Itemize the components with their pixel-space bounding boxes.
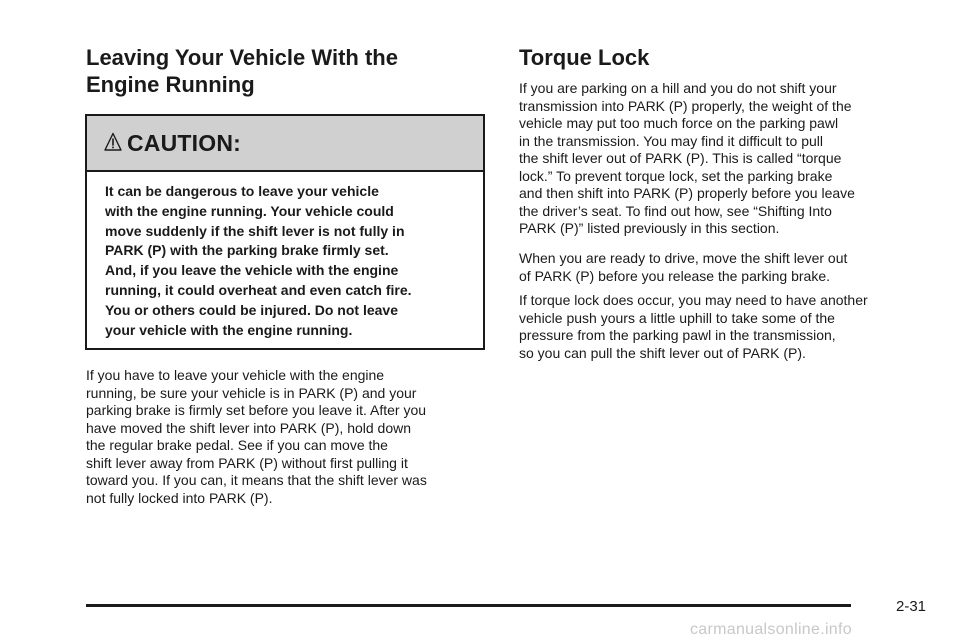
text-line: the shift lever out of PARK (P). This is called “torque [519,150,842,166]
section-heading-torque-lock: Torque Lock [519,45,650,70]
text-line: in the transmission. You may find it difficult to pull [519,132,824,149]
text-line: not fully locked into PARK (P). [86,489,273,506]
caution-title: CAUTION: [127,129,242,156]
text-line: PARK (P)” listed previously in this section. [519,220,780,236]
text-line: transmission into PARK (P) properly, the weight of the [519,97,852,114]
page-number: 2-31 [896,598,927,615]
section-heading-leaving-vehicle [86,44,486,98]
caution-line: It can be dangerous to leave your vehicle [105,183,379,199]
caution-line: And, if you leave the vehicle with the engine [105,262,399,279]
caution-line: You or others could be injured. Do not leave [105,301,398,318]
paragraph-leaving-vehicle [86,367,491,507]
paragraph-torque-lock-3 [519,292,924,362]
text-line: the driver’s seat. To find out how, see “Shifting Into [519,202,832,219]
watermark: carmanualsonline.info [690,621,852,638]
text-line: the regular brake pedal. See if you can move the [86,437,388,453]
caution-text [87,172,483,340]
text-line: and then shift into PARK (P) properly before you leave [519,185,855,201]
paragraph-torque-lock-1 [519,80,924,238]
text-line: If you are parking on a hill and you do not shift your [519,80,837,96]
text-line: of PARK (P) before you release the parking brake. [519,267,831,284]
text-line: running, be sure your vehicle is in PARK (P) and your [86,384,417,401]
text-line: If you have to leave your vehicle with the engine [86,367,385,383]
caution-line: with the engine running. Your vehicle could [105,202,394,219]
caution-box [85,114,485,350]
heading-line: Engine Running [86,72,255,97]
footer-rule [86,604,851,607]
text-line: toward you. If you can, it means that the shift lever was [86,472,427,488]
caution-header [87,116,483,172]
text-line: If torque lock does occur, you may need to have another [519,292,868,308]
caution-line: PARK (P) with the parking brake firmly set. [105,242,389,259]
paragraph-torque-lock-2 [519,250,924,285]
caution-line: your vehicle with the engine running. [105,321,353,338]
text-line: so you can pull the shift lever out of PARK (P). [519,344,806,361]
text-line: When you are ready to drive, move the shift lever out [519,250,848,266]
text-line: shift lever away from PARK (P) without first pulling it [86,454,408,471]
text-line: pressure from the parking pawl in the transmission, [519,327,836,343]
text-line: lock.” To prevent torque lock, set the parking brake [519,167,833,184]
text-line: parking brake is firmly set before you leave it. After you [86,402,427,418]
caution-line: move suddenly if the shift lever is not fully in [105,222,405,239]
text-line: vehicle may put too much force on the parking pawl [519,115,839,131]
heading-line: Leaving Your Vehicle With the [86,45,398,70]
text-line: vehicle push yours a little uphill to take some of the [519,309,835,326]
text-line: have moved the shift lever into PARK (P), hold down [86,419,412,436]
warning-triangle-icon [104,132,122,152]
caution-line: running, it could overheat and even catch fire. [105,281,412,298]
